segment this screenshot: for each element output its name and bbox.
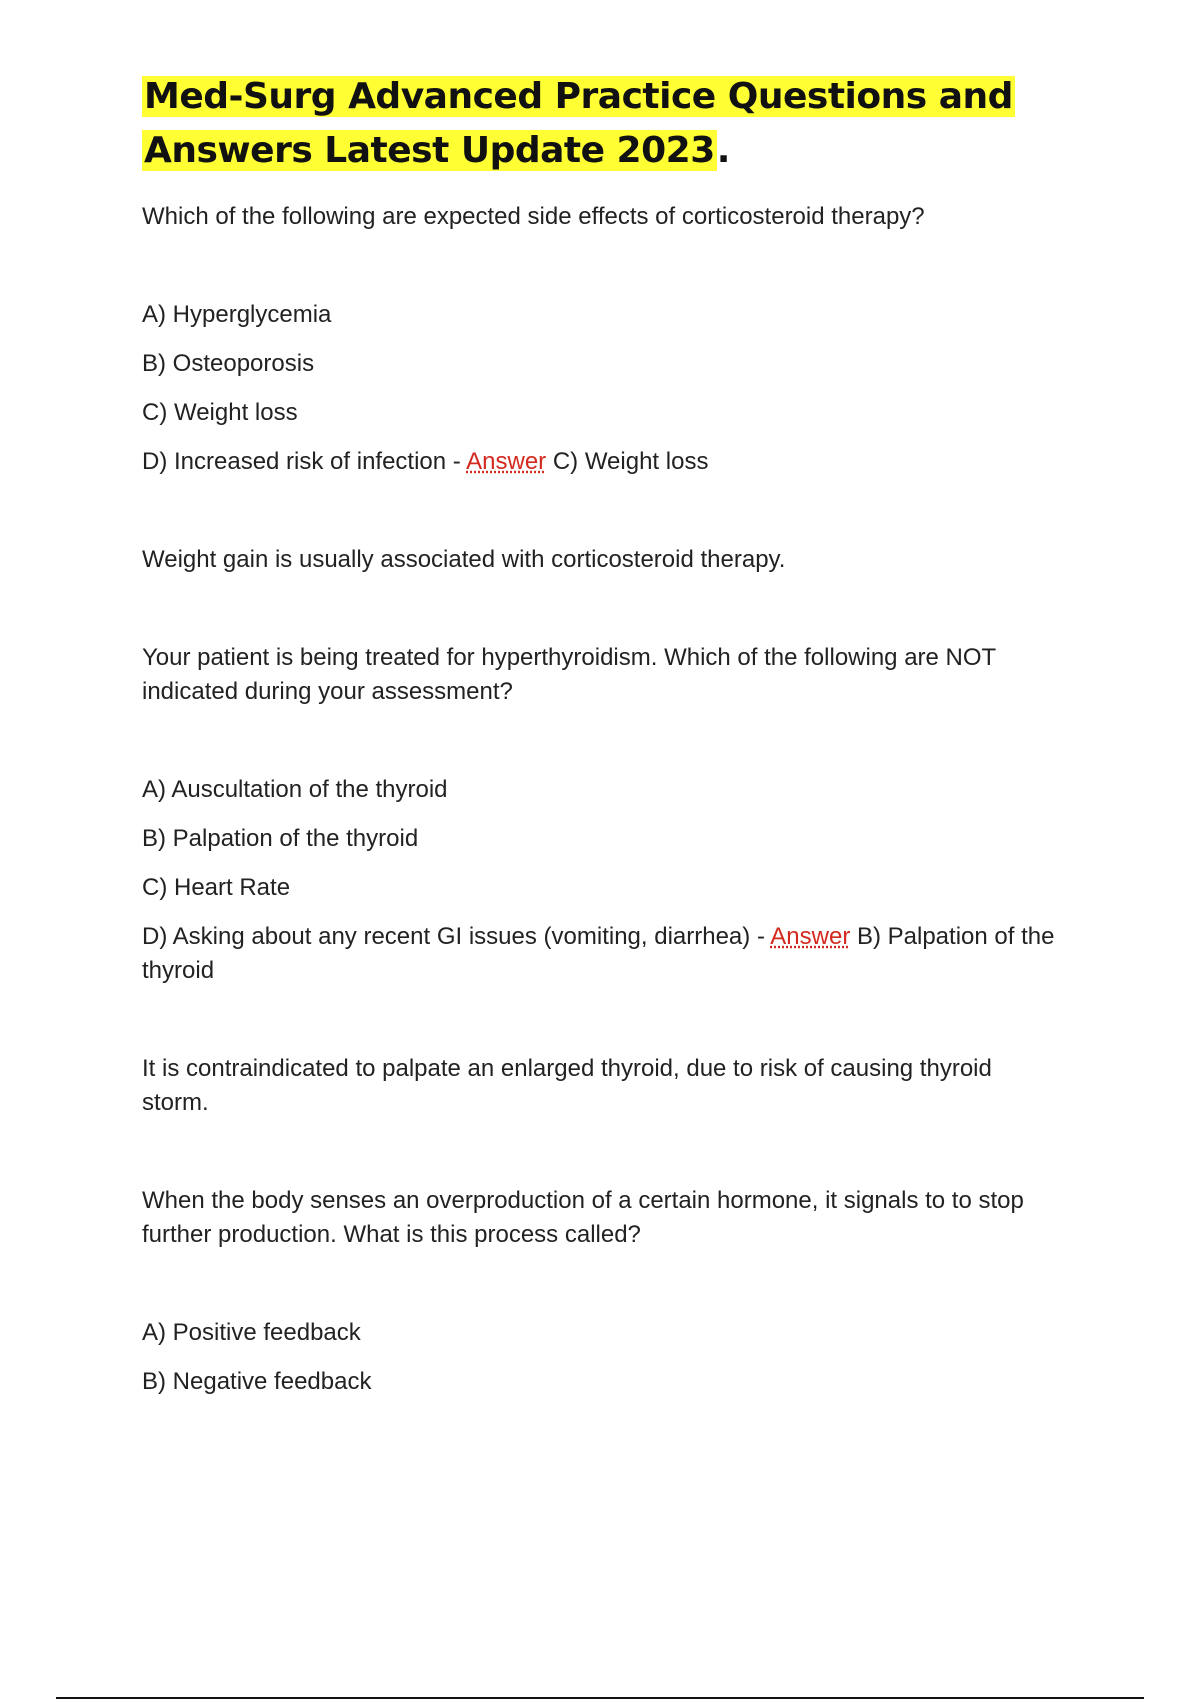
q2-option-a: A) Auscultation of the thyroid bbox=[142, 776, 448, 803]
q1-answer-label: Answer bbox=[466, 448, 547, 475]
q3-option-a: A) Positive feedback bbox=[142, 1319, 361, 1346]
q1-option-b: B) Osteoporosis bbox=[142, 350, 315, 377]
page-bottom-rule bbox=[56, 1697, 1144, 1699]
q1-rationale: Weight gain is usually associated with corticosteroid therapy. bbox=[142, 546, 786, 573]
q1-option-d-text: D) Increased risk of infection - bbox=[142, 448, 467, 475]
question-3: When the body senses an overproduction of a certain hormone, it signals to to stop further production. What is this process called? bbox=[142, 1187, 1024, 1248]
question-1: Which of the following are expected side effects of corticosteroid therapy? bbox=[142, 203, 925, 230]
q2-answer-label: Answer bbox=[770, 923, 851, 950]
q1-answer-text: C) Weight loss bbox=[546, 448, 709, 475]
title-highlight-line1 bbox=[142, 76, 1015, 117]
q1-option-a: A) Hyperglycemia bbox=[142, 301, 332, 328]
title-line1: Med-Surg Advanced Practice Questions and bbox=[144, 76, 1013, 117]
q2-option-c: C) Heart Rate bbox=[142, 874, 291, 901]
q1-option-c: C) Weight loss bbox=[142, 399, 298, 426]
question-2: Your patient is being treated for hyperthyroidism. Which of the following are NOT indicated during your assessment? bbox=[142, 644, 996, 705]
q3-option-b: B) Negative feedback bbox=[142, 1368, 372, 1395]
title-highlight-line2 bbox=[142, 130, 717, 171]
title-line2: Answers Latest Update 2023 bbox=[144, 130, 715, 171]
q2-option-b: B) Palpation of the thyroid bbox=[142, 825, 419, 852]
q1-option-d bbox=[142, 445, 1062, 479]
title-period: . bbox=[716, 130, 730, 171]
q2-option-d-text: D) Asking about any recent GI issues (vomiting, diarrhea) - bbox=[142, 923, 771, 950]
q2-rationale: It is contraindicated to palpate an enlarged thyroid, due to risk of causing thyroid storm. bbox=[142, 1055, 992, 1116]
q2-answer-text: B) Palpation of the thyroid bbox=[142, 923, 1055, 984]
document-content bbox=[142, 70, 1062, 1399]
document-title bbox=[142, 70, 1062, 178]
q2-option-d bbox=[142, 920, 1062, 988]
